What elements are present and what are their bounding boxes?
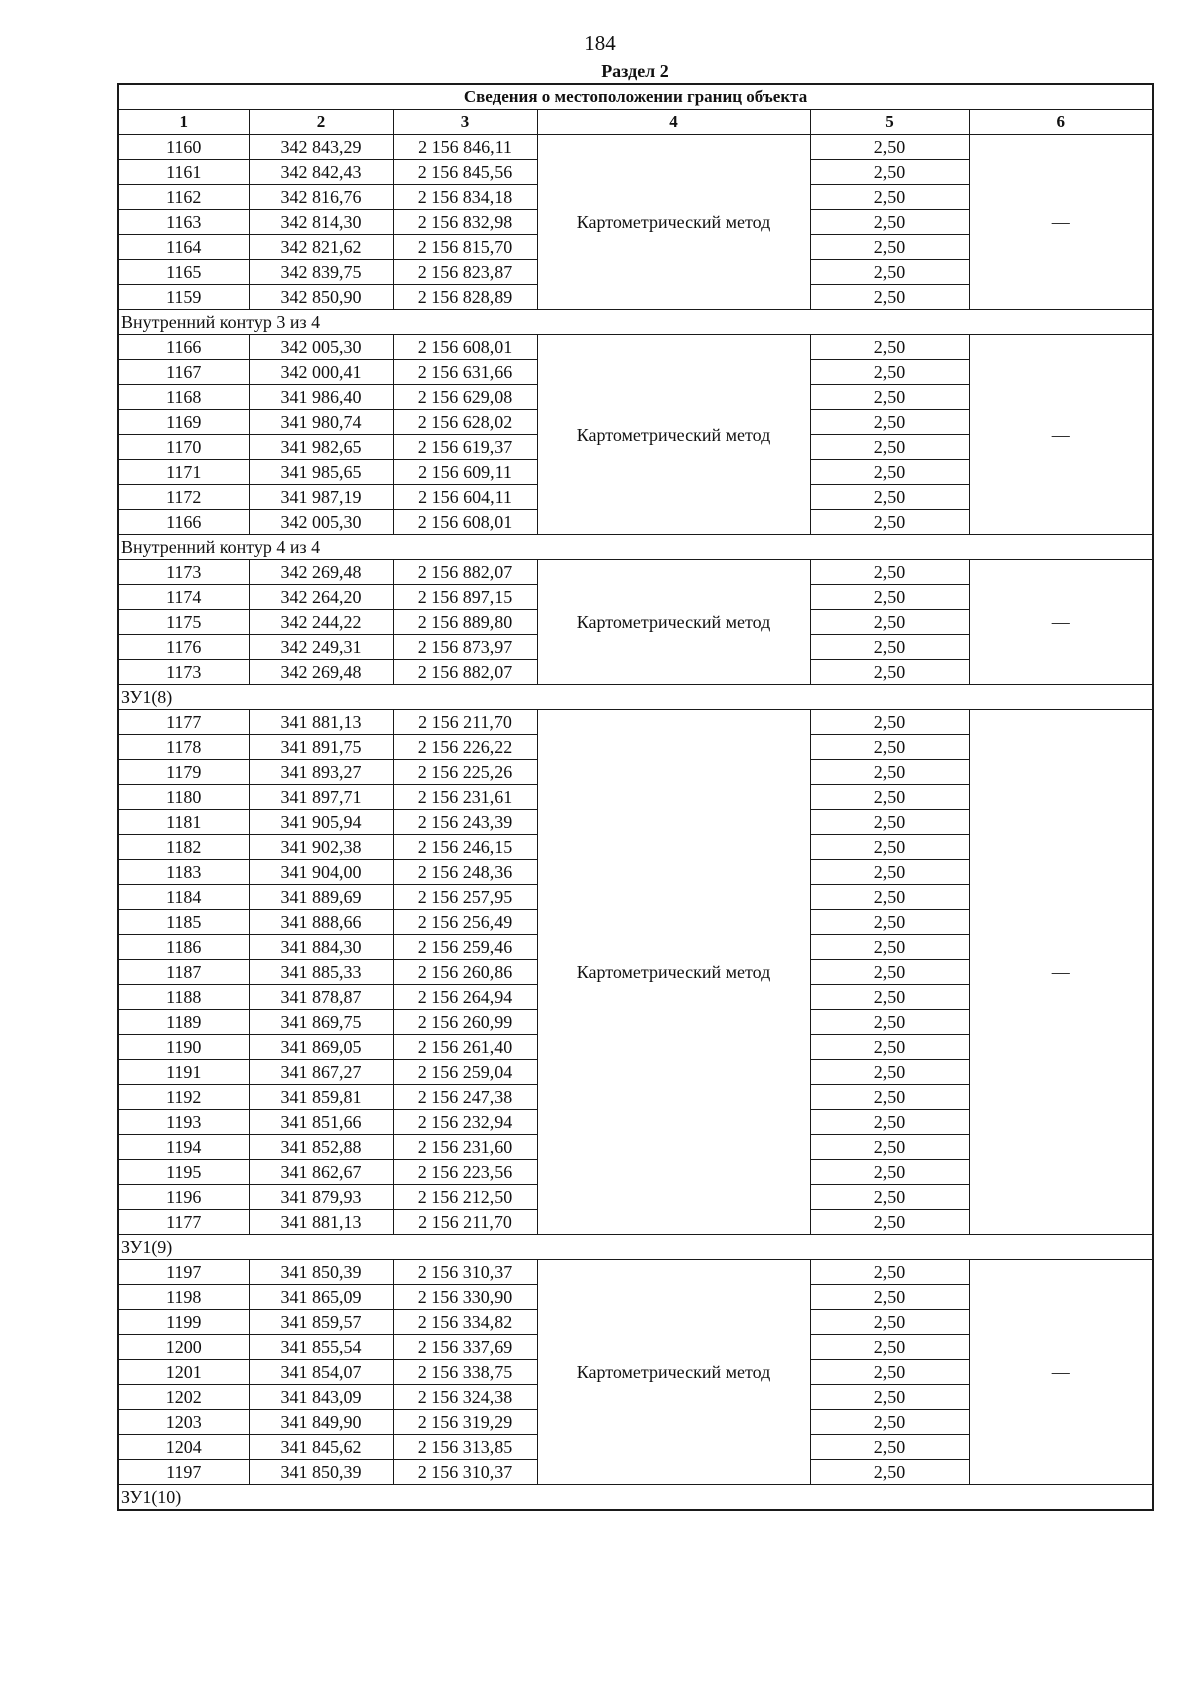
coordinate-y: 2 156 211,70 — [393, 710, 537, 735]
point-number: 1159 — [118, 285, 249, 310]
accuracy-value: 2,50 — [810, 1210, 969, 1235]
contour-label: ЗУ1(8) — [118, 685, 1153, 710]
accuracy-value: 2,50 — [810, 1160, 969, 1185]
coordinate-x: 341 865,09 — [249, 1285, 393, 1310]
point-number: 1204 — [118, 1435, 249, 1460]
coordinate-x: 341 845,62 — [249, 1435, 393, 1460]
coordinate-x: 341 843,09 — [249, 1385, 393, 1410]
coordinate-x: 341 905,94 — [249, 810, 393, 835]
point-number: 1163 — [118, 210, 249, 235]
coordinate-y: 2 156 225,26 — [393, 760, 537, 785]
point-number: 1197 — [118, 1260, 249, 1285]
coordinate-x: 341 987,19 — [249, 485, 393, 510]
point-number: 1165 — [118, 260, 249, 285]
coordinate-x: 341 893,27 — [249, 760, 393, 785]
accuracy-value: 2,50 — [810, 1085, 969, 1110]
coordinate-x: 342 814,30 — [249, 210, 393, 235]
coordinate-y: 2 156 337,69 — [393, 1335, 537, 1360]
point-number: 1203 — [118, 1410, 249, 1435]
coordinate-y: 2 156 264,94 — [393, 985, 537, 1010]
point-number: 1180 — [118, 785, 249, 810]
coordinate-x: 342 244,22 — [249, 610, 393, 635]
accuracy-value: 2,50 — [810, 260, 969, 285]
point-number: 1184 — [118, 885, 249, 910]
accuracy-value: 2,50 — [810, 1385, 969, 1410]
coordinate-y: 2 156 231,60 — [393, 1135, 537, 1160]
coordinate-y: 2 156 248,36 — [393, 860, 537, 885]
coordinate-y: 2 156 260,99 — [393, 1010, 537, 1035]
coordinate-x: 341 902,38 — [249, 835, 393, 860]
accuracy-value: 2,50 — [810, 360, 969, 385]
coordinate-x: 342 000,41 — [249, 360, 393, 385]
coordinate-x: 341 867,27 — [249, 1060, 393, 1085]
point-number: 1186 — [118, 935, 249, 960]
point-number: 1172 — [118, 485, 249, 510]
coordinate-y: 2 156 815,70 — [393, 235, 537, 260]
coordinate-x: 341 891,75 — [249, 735, 393, 760]
contour-label-row — [118, 1235, 1153, 1260]
contour-label: ЗУ1(10) — [118, 1485, 1153, 1511]
table-row — [118, 335, 1153, 360]
coordinate-x: 341 869,75 — [249, 1010, 393, 1035]
coordinate-y: 2 156 334,82 — [393, 1310, 537, 1335]
coordinate-y: 2 156 260,86 — [393, 960, 537, 985]
coordinate-x: 342 850,90 — [249, 285, 393, 310]
contour-label: Внутренний контур 4 из 4 — [118, 535, 1153, 560]
point-number: 1179 — [118, 760, 249, 785]
coordinate-y: 2 156 212,50 — [393, 1185, 537, 1210]
point-number: 1195 — [118, 1160, 249, 1185]
coordinate-x: 342 264,20 — [249, 585, 393, 610]
point-number: 1174 — [118, 585, 249, 610]
coordinate-x: 341 869,05 — [249, 1035, 393, 1060]
coordinate-y: 2 156 631,66 — [393, 360, 537, 385]
contour-label-row — [118, 685, 1153, 710]
accuracy-value: 2,50 — [810, 1010, 969, 1035]
table-row — [118, 1260, 1153, 1285]
coordinate-y: 2 156 882,07 — [393, 660, 537, 685]
coordinate-x: 341 855,54 — [249, 1335, 393, 1360]
coordinate-x: 342 842,43 — [249, 160, 393, 185]
accuracy-value: 2,50 — [810, 410, 969, 435]
accuracy-value: 2,50 — [810, 435, 969, 460]
page-number: 184 — [584, 31, 616, 55]
coordinate-x: 341 881,13 — [249, 1210, 393, 1235]
coordinate-y: 2 156 261,40 — [393, 1035, 537, 1060]
coordinate-x: 341 885,33 — [249, 960, 393, 985]
point-number: 1197 — [118, 1460, 249, 1485]
note-cell: — — [969, 560, 1153, 685]
accuracy-value: 2,50 — [810, 210, 969, 235]
accuracy-value: 2,50 — [810, 710, 969, 735]
coordinate-x: 341 859,81 — [249, 1085, 393, 1110]
point-number: 1178 — [118, 735, 249, 760]
coordinate-x: 342 269,48 — [249, 660, 393, 685]
coordinate-x: 341 850,39 — [249, 1460, 393, 1485]
accuracy-value: 2,50 — [810, 1335, 969, 1360]
point-number: 1181 — [118, 810, 249, 835]
coordinate-x: 341 879,93 — [249, 1185, 393, 1210]
point-number: 1187 — [118, 960, 249, 985]
accuracy-value: 2,50 — [810, 1360, 969, 1385]
point-number: 1200 — [118, 1335, 249, 1360]
method-cell: Картометрический метод — [537, 135, 810, 310]
accuracy-value: 2,50 — [810, 1260, 969, 1285]
point-number: 1177 — [118, 710, 249, 735]
method-cell: Картометрический метод — [537, 710, 810, 1235]
coordinate-y: 2 156 247,38 — [393, 1085, 537, 1110]
coordinate-y: 2 156 259,46 — [393, 935, 537, 960]
point-number: 1183 — [118, 860, 249, 885]
coordinate-y: 2 156 823,87 — [393, 260, 537, 285]
accuracy-value: 2,50 — [810, 1460, 969, 1485]
point-number: 1199 — [118, 1310, 249, 1335]
coordinate-y: 2 156 629,08 — [393, 385, 537, 410]
coordinate-x: 341 862,67 — [249, 1160, 393, 1185]
coordinate-y: 2 156 845,56 — [393, 160, 537, 185]
coordinate-y: 2 156 330,90 — [393, 1285, 537, 1310]
coordinate-x: 342 005,30 — [249, 335, 393, 360]
coordinate-y: 2 156 628,02 — [393, 410, 537, 435]
accuracy-value: 2,50 — [810, 1185, 969, 1210]
coordinate-x: 341 889,69 — [249, 885, 393, 910]
coordinate-y: 2 156 846,11 — [393, 135, 537, 160]
point-number: 1173 — [118, 660, 249, 685]
accuracy-value: 2,50 — [810, 985, 969, 1010]
contour-label: Внутренний контур 3 из 4 — [118, 310, 1153, 335]
coordinate-y: 2 156 259,04 — [393, 1060, 537, 1085]
point-number: 1191 — [118, 1060, 249, 1085]
point-number: 1202 — [118, 1385, 249, 1410]
table-body — [118, 135, 1153, 1511]
accuracy-value: 2,50 — [810, 1435, 969, 1460]
coordinate-y: 2 156 338,75 — [393, 1360, 537, 1385]
table-row — [118, 710, 1153, 735]
coordinate-y: 2 156 619,37 — [393, 435, 537, 460]
point-number: 1182 — [118, 835, 249, 860]
section-title: Раздел 2 — [601, 61, 669, 81]
coordinate-x: 341 849,90 — [249, 1410, 393, 1435]
coordinate-y: 2 156 889,80 — [393, 610, 537, 635]
accuracy-value: 2,50 — [810, 660, 969, 685]
coordinate-y: 2 156 313,85 — [393, 1435, 537, 1460]
accuracy-value: 2,50 — [810, 560, 969, 585]
accuracy-value: 2,50 — [810, 760, 969, 785]
point-number: 1185 — [118, 910, 249, 935]
point-number: 1196 — [118, 1185, 249, 1210]
point-number: 1173 — [118, 560, 249, 585]
coordinate-y: 2 156 608,01 — [393, 510, 537, 535]
coordinate-x: 341 986,40 — [249, 385, 393, 410]
coordinate-y: 2 156 324,38 — [393, 1385, 537, 1410]
accuracy-value: 2,50 — [810, 935, 969, 960]
accuracy-value: 2,50 — [810, 335, 969, 360]
coordinate-x: 341 850,39 — [249, 1260, 393, 1285]
note-cell: — — [969, 135, 1153, 310]
coordinate-y: 2 156 609,11 — [393, 460, 537, 485]
accuracy-value: 2,50 — [810, 160, 969, 185]
coordinate-x: 341 904,00 — [249, 860, 393, 885]
coordinate-y: 2 156 608,01 — [393, 335, 537, 360]
accuracy-value: 2,50 — [810, 1110, 969, 1135]
coordinate-y: 2 156 257,95 — [393, 885, 537, 910]
point-number: 1177 — [118, 1210, 249, 1235]
coordinate-x: 341 881,13 — [249, 710, 393, 735]
point-number: 1160 — [118, 135, 249, 160]
column-header: 2 — [249, 110, 393, 135]
point-number: 1164 — [118, 235, 249, 260]
point-number: 1166 — [118, 510, 249, 535]
coordinate-y: 2 156 604,11 — [393, 485, 537, 510]
accuracy-value: 2,50 — [810, 1410, 969, 1435]
table-caption: Сведения о местоположении границ объекта — [118, 84, 1153, 110]
accuracy-value: 2,50 — [810, 185, 969, 210]
accuracy-value: 2,50 — [810, 285, 969, 310]
point-number: 1198 — [118, 1285, 249, 1310]
coordinate-y: 2 156 246,15 — [393, 835, 537, 860]
coordinate-x: 342 249,31 — [249, 635, 393, 660]
accuracy-value: 2,50 — [810, 885, 969, 910]
point-number: 1170 — [118, 435, 249, 460]
coordinate-y: 2 156 897,15 — [393, 585, 537, 610]
accuracy-value: 2,50 — [810, 135, 969, 160]
accuracy-value: 2,50 — [810, 635, 969, 660]
column-header: 6 — [969, 110, 1153, 135]
column-header: 1 — [118, 110, 249, 135]
coordinate-y: 2 156 231,61 — [393, 785, 537, 810]
coordinate-x: 341 854,07 — [249, 1360, 393, 1385]
point-number: 1169 — [118, 410, 249, 435]
contour-label: ЗУ1(9) — [118, 1235, 1153, 1260]
accuracy-value: 2,50 — [810, 1035, 969, 1060]
point-number: 1162 — [118, 185, 249, 210]
coordinate-x: 342 839,75 — [249, 260, 393, 285]
accuracy-value: 2,50 — [810, 1060, 969, 1085]
point-number: 1193 — [118, 1110, 249, 1135]
point-number: 1168 — [118, 385, 249, 410]
coordinate-x: 342 816,76 — [249, 185, 393, 210]
contour-label-row — [118, 310, 1153, 335]
coordinate-x: 341 884,30 — [249, 935, 393, 960]
coordinate-x: 341 878,87 — [249, 985, 393, 1010]
accuracy-value: 2,50 — [810, 785, 969, 810]
point-number: 1175 — [118, 610, 249, 635]
table-row — [118, 135, 1153, 160]
coordinate-y: 2 156 310,37 — [393, 1460, 537, 1485]
accuracy-value: 2,50 — [810, 735, 969, 760]
note-cell: — — [969, 710, 1153, 1235]
coordinate-y: 2 156 882,07 — [393, 560, 537, 585]
contour-label-row — [118, 1485, 1153, 1511]
accuracy-value: 2,50 — [810, 385, 969, 410]
accuracy-value: 2,50 — [810, 460, 969, 485]
coordinate-y: 2 156 310,37 — [393, 1260, 537, 1285]
accuracy-value: 2,50 — [810, 1285, 969, 1310]
point-number: 1194 — [118, 1135, 249, 1160]
accuracy-value: 2,50 — [810, 610, 969, 635]
coordinate-x: 341 888,66 — [249, 910, 393, 935]
accuracy-value: 2,50 — [810, 960, 969, 985]
coordinate-y: 2 156 211,70 — [393, 1210, 537, 1235]
accuracy-value: 2,50 — [810, 1310, 969, 1335]
column-header: 5 — [810, 110, 969, 135]
point-number: 1161 — [118, 160, 249, 185]
accuracy-value: 2,50 — [810, 810, 969, 835]
point-number: 1192 — [118, 1085, 249, 1110]
coordinate-y: 2 156 834,18 — [393, 185, 537, 210]
accuracy-value: 2,50 — [810, 510, 969, 535]
coordinate-x: 341 852,88 — [249, 1135, 393, 1160]
accuracy-value: 2,50 — [810, 485, 969, 510]
coordinate-y: 2 156 226,22 — [393, 735, 537, 760]
point-number: 1188 — [118, 985, 249, 1010]
coordinate-x: 341 982,65 — [249, 435, 393, 460]
boundary-coordinates-table — [117, 83, 1154, 1511]
method-cell: Картометрический метод — [537, 1260, 810, 1485]
column-header: 4 — [537, 110, 810, 135]
point-number: 1171 — [118, 460, 249, 485]
point-number: 1190 — [118, 1035, 249, 1060]
point-number: 1189 — [118, 1010, 249, 1035]
accuracy-value: 2,50 — [810, 585, 969, 610]
coordinate-x: 342 269,48 — [249, 560, 393, 585]
accuracy-value: 2,50 — [810, 860, 969, 885]
contour-label-row — [118, 535, 1153, 560]
note-cell: — — [969, 1260, 1153, 1485]
method-cell: Картометрический метод — [537, 335, 810, 535]
coordinate-y: 2 156 873,97 — [393, 635, 537, 660]
point-number: 1201 — [118, 1360, 249, 1385]
coordinate-y: 2 156 319,29 — [393, 1410, 537, 1435]
table-row — [118, 560, 1153, 585]
coordinate-y: 2 156 223,56 — [393, 1160, 537, 1185]
point-number: 1167 — [118, 360, 249, 385]
coordinate-y: 2 156 256,49 — [393, 910, 537, 935]
coordinate-x: 341 851,66 — [249, 1110, 393, 1135]
coordinate-x: 342 843,29 — [249, 135, 393, 160]
coordinate-x: 341 859,57 — [249, 1310, 393, 1335]
coordinate-y: 2 156 832,98 — [393, 210, 537, 235]
coordinate-x: 341 897,71 — [249, 785, 393, 810]
method-cell: Картометрический метод — [537, 560, 810, 685]
coordinate-y: 2 156 232,94 — [393, 1110, 537, 1135]
accuracy-value: 2,50 — [810, 910, 969, 935]
coordinate-x: 341 980,74 — [249, 410, 393, 435]
column-header: 3 — [393, 110, 537, 135]
coordinate-x: 342 005,30 — [249, 510, 393, 535]
coordinate-y: 2 156 243,39 — [393, 810, 537, 835]
point-number: 1166 — [118, 335, 249, 360]
accuracy-value: 2,50 — [810, 835, 969, 860]
point-number: 1176 — [118, 635, 249, 660]
accuracy-value: 2,50 — [810, 1135, 969, 1160]
note-cell: — — [969, 335, 1153, 535]
coordinate-y: 2 156 828,89 — [393, 285, 537, 310]
accuracy-value: 2,50 — [810, 235, 969, 260]
coordinate-x: 341 985,65 — [249, 460, 393, 485]
coordinate-x: 342 821,62 — [249, 235, 393, 260]
